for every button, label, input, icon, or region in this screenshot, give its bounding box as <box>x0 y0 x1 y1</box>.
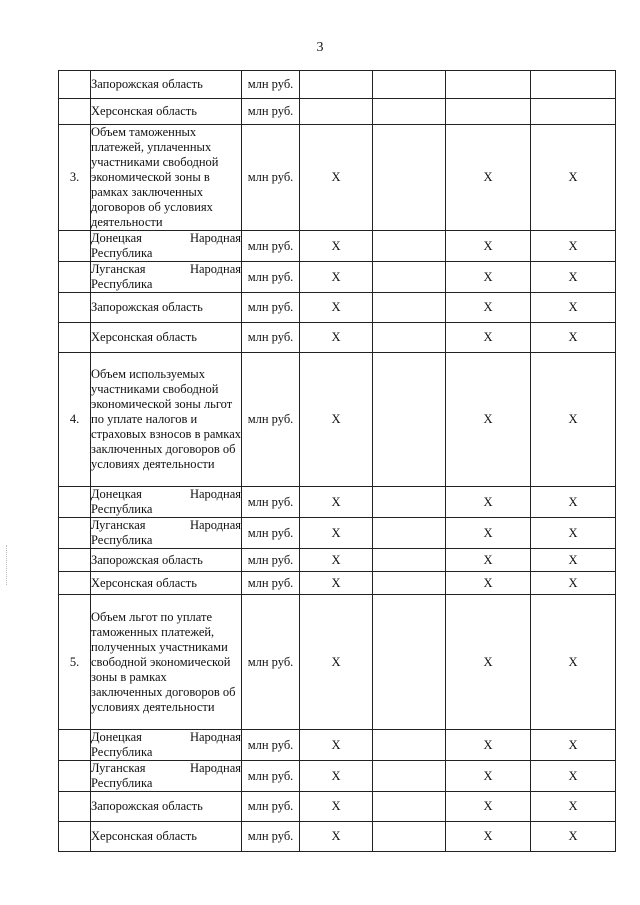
cell-col1: X <box>300 487 373 518</box>
table-row <box>59 487 616 518</box>
row-name-left: Луганская <box>91 518 146 532</box>
row-unit: млн руб. <box>242 262 300 293</box>
row-name <box>91 761 242 792</box>
cell-col2 <box>373 262 446 293</box>
cell-col3: X <box>446 518 531 549</box>
row-number <box>59 761 91 792</box>
row-number <box>59 792 91 822</box>
table-row <box>59 353 616 487</box>
row-name: Херсонская область <box>91 323 242 353</box>
cell-col1: X <box>300 549 373 572</box>
table-row <box>59 262 616 293</box>
cell-col3: X <box>446 572 531 595</box>
cell-col2 <box>373 231 446 262</box>
page-number: 3 <box>316 40 324 55</box>
row-unit: млн руб. <box>242 572 300 595</box>
table-row <box>59 730 616 761</box>
cell-col4: X <box>531 487 616 518</box>
row-number: 4. <box>59 353 91 487</box>
cell-col4: X <box>531 262 616 293</box>
row-name <box>91 487 242 518</box>
row-unit: млн руб. <box>242 595 300 730</box>
row-unit: млн руб. <box>242 323 300 353</box>
cell-col3: X <box>446 595 531 730</box>
row-unit: млн руб. <box>242 71 300 99</box>
row-name-right: Народная <box>189 262 241 276</box>
table-row <box>59 792 616 822</box>
cell-col3: X <box>446 730 531 761</box>
row-number <box>59 518 91 549</box>
row-unit: млн руб. <box>242 293 300 323</box>
table-row <box>59 323 616 353</box>
row-unit: млн руб. <box>242 822 300 852</box>
cell-col1: X <box>300 262 373 293</box>
row-name: Запорожская область <box>91 71 242 99</box>
cell-col2 <box>373 730 446 761</box>
cell-col2 <box>373 595 446 730</box>
cell-col4: X <box>531 353 616 487</box>
row-number <box>59 487 91 518</box>
cell-col3 <box>446 71 531 99</box>
row-name-right: Народная <box>189 231 241 245</box>
cell-col2 <box>373 353 446 487</box>
row-unit: млн руб. <box>242 761 300 792</box>
cell-col2 <box>373 71 446 99</box>
row-unit: млн руб. <box>242 549 300 572</box>
row-number <box>59 730 91 761</box>
row-name <box>91 518 242 549</box>
row-name-second: Республика <box>91 502 153 516</box>
cell-col1: X <box>300 572 373 595</box>
cell-col3: X <box>446 761 531 792</box>
indicator-table <box>58 70 616 852</box>
row-name-right: Народная <box>189 761 241 775</box>
table-row <box>59 822 616 852</box>
row-number <box>59 262 91 293</box>
cell-col3 <box>446 99 531 125</box>
cell-col3: X <box>446 262 531 293</box>
cell-col1 <box>300 99 373 125</box>
row-name: Херсонская область <box>91 99 242 125</box>
row-unit: млн руб. <box>242 792 300 822</box>
cell-col3: X <box>446 353 531 487</box>
table-row <box>59 231 616 262</box>
cell-col4: X <box>531 595 616 730</box>
row-number <box>59 323 91 353</box>
row-name-second: Республика <box>91 533 153 547</box>
row-number: 3. <box>59 125 91 231</box>
cell-col4: X <box>531 125 616 231</box>
row-name: Запорожская область <box>91 293 242 323</box>
row-name: Объем льгот по уплате таможенных платежей, полученных участниками свободной экономической зоны в рамках заключенных договоров об условиях деятельности <box>91 595 242 730</box>
cell-col3: X <box>446 125 531 231</box>
cell-col4: X <box>531 730 616 761</box>
row-unit: млн руб. <box>242 353 300 487</box>
cell-col1: X <box>300 730 373 761</box>
cell-col1: X <box>300 822 373 852</box>
cell-col1: X <box>300 323 373 353</box>
row-number: 5. <box>59 595 91 730</box>
row-name-left: Луганская <box>91 761 146 775</box>
cell-col1: X <box>300 792 373 822</box>
table-row <box>59 761 616 792</box>
cell-col3: X <box>446 293 531 323</box>
cell-col2 <box>373 572 446 595</box>
row-name: Объем используемых участниками свободной экономической зоны льгот по уплате налогов и страховых взносов в рамках заключенных договоров об условиях деятельности <box>91 353 242 487</box>
cell-col1: X <box>300 125 373 231</box>
row-name-right: Народная <box>189 487 241 501</box>
cell-col4: X <box>531 792 616 822</box>
cell-col3: X <box>446 822 531 852</box>
cell-col4: X <box>531 572 616 595</box>
row-name: Объем таможенных платежей, уплаченных участниками свободной экономической зоны в рамках заключенных договоров об условиях деятельности <box>91 125 242 231</box>
cell-col3: X <box>446 549 531 572</box>
cell-col2 <box>373 293 446 323</box>
row-name: Запорожская область <box>91 792 242 822</box>
row-number <box>59 71 91 99</box>
table-row <box>59 518 616 549</box>
cell-col1: X <box>300 595 373 730</box>
cell-col2 <box>373 761 446 792</box>
cell-col2 <box>373 125 446 231</box>
row-unit: млн руб. <box>242 518 300 549</box>
cell-col2 <box>373 549 446 572</box>
cell-col4 <box>531 99 616 125</box>
cell-col2 <box>373 518 446 549</box>
cell-col2 <box>373 792 446 822</box>
cell-col4: X <box>531 231 616 262</box>
cell-col1: X <box>300 353 373 487</box>
row-number <box>59 572 91 595</box>
row-name <box>91 730 242 761</box>
cell-col4: X <box>531 822 616 852</box>
cell-col4: X <box>531 549 616 572</box>
row-unit: млн руб. <box>242 99 300 125</box>
cell-col3: X <box>446 792 531 822</box>
row-number <box>59 549 91 572</box>
row-name-left: Донецкая <box>91 487 142 501</box>
row-name <box>91 262 242 293</box>
cell-col2 <box>373 99 446 125</box>
cell-col2 <box>373 487 446 518</box>
row-name-left: Донецкая <box>91 730 142 744</box>
row-name-second: Республика <box>91 246 153 260</box>
table-row <box>59 595 616 730</box>
table-row <box>59 99 616 125</box>
row-name: Херсонская область <box>91 572 242 595</box>
cell-col2 <box>373 323 446 353</box>
row-unit: млн руб. <box>242 125 300 231</box>
cell-col2 <box>373 822 446 852</box>
cell-col4: X <box>531 761 616 792</box>
cell-col1 <box>300 71 373 99</box>
table-row <box>59 549 616 572</box>
cell-col1: X <box>300 518 373 549</box>
row-name-second: Республика <box>91 776 153 790</box>
scan-margin-mark <box>6 545 8 585</box>
row-name: Запорожская область <box>91 549 242 572</box>
table-row <box>59 293 616 323</box>
cell-col1: X <box>300 293 373 323</box>
table-row <box>59 71 616 99</box>
cell-col3: X <box>446 231 531 262</box>
cell-col4: X <box>531 323 616 353</box>
row-name-right: Народная <box>189 518 241 532</box>
cell-col1: X <box>300 761 373 792</box>
row-name <box>91 231 242 262</box>
row-name-right: Народная <box>189 730 241 744</box>
row-number <box>59 99 91 125</box>
cell-col1: X <box>300 231 373 262</box>
row-name: Херсонская область <box>91 822 242 852</box>
row-unit: млн руб. <box>242 730 300 761</box>
table-row <box>59 572 616 595</box>
row-name-left: Донецкая <box>91 231 142 245</box>
row-name-second: Республика <box>91 277 153 291</box>
cell-col4: X <box>531 518 616 549</box>
cell-col4 <box>531 71 616 99</box>
cell-col3: X <box>446 323 531 353</box>
row-unit: млн руб. <box>242 231 300 262</box>
row-number <box>59 822 91 852</box>
row-number <box>59 293 91 323</box>
cell-col3: X <box>446 487 531 518</box>
row-unit: млн руб. <box>242 487 300 518</box>
row-name-second: Республика <box>91 745 153 759</box>
row-number <box>59 231 91 262</box>
cell-col4: X <box>531 293 616 323</box>
table-row <box>59 125 616 231</box>
row-name-left: Луганская <box>91 262 146 276</box>
